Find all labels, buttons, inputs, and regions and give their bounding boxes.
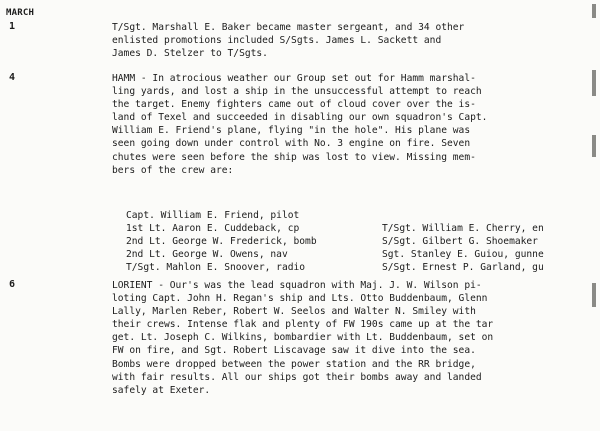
crew-member: Capt. William E. Friend, pilot <box>126 210 300 222</box>
text-line: Lally, Marlen Reber, Robert W. Seelos and Walter N. Smiley with <box>112 306 476 318</box>
scan-edge-mark <box>592 4 596 18</box>
crew-member: Sgt. Stanley E. Guiou, gunne <box>382 249 544 261</box>
text-line: seen going down under control with No. 3 engine on fire. Seven <box>112 138 471 150</box>
crew-member: S/Sgt. Ernest P. Garland, gu <box>382 262 544 274</box>
text-line: safely at Exeter. <box>112 384 211 396</box>
scan-edge-mark <box>592 135 596 157</box>
text-line: with fair results. All our ships got their bombs away and landed <box>112 371 482 383</box>
entry-day: 1 <box>9 21 16 32</box>
crew-member: 2nd Lt. George W. Owens, nav <box>126 249 288 261</box>
missing-crew-list <box>126 196 596 274</box>
text-line: T/Sgt. Marshall E. Baker became master sergeant, and 34 other <box>112 22 465 33</box>
scan-edge-mark <box>592 283 596 307</box>
text-line: William E. Friend's plane, flying "in the hole". His plane was <box>112 125 471 137</box>
text-line: HAMM - In atrocious weather our Group set out for Hamm marshal- <box>112 73 476 84</box>
text-line: loting Capt. John H. Regan's ship and Lts. Otto Buddenbaum, Glenn <box>112 293 488 305</box>
text-line: land of Texel and succeeded in disabling our own squadron's Capt. <box>112 112 488 124</box>
text-line: Bombs were dropped between the power station and the RR bridge, <box>112 358 476 370</box>
crew-member: T/Sgt. Mahlon E. Snoover, radio <box>126 262 306 274</box>
text-line: ling yards, and lost a ship in the unsuccessful attempt to reach <box>112 86 482 98</box>
crew-member: S/Sgt. Gilbert G. Shoemaker <box>382 236 538 248</box>
text-line: enlisted promotions included S/Sgts. James L. Sackett and <box>112 35 442 47</box>
text-line: the target. Enemy fighters came out of cloud cover over the is- <box>112 99 476 111</box>
crew-member: 2nd Lt. George W. Frederick, bomb <box>126 236 317 248</box>
crew-member: T/Sgt. William E. Cherry, en <box>382 223 544 235</box>
scan-edge-mark <box>592 70 596 96</box>
entry-day: 6 <box>9 279 16 290</box>
month-heading: MARCH <box>6 8 35 18</box>
entry-text <box>112 279 590 397</box>
text-line: FW on fire, and Sgt. Robert Liscavage saw it dive into the sea. <box>112 345 476 357</box>
entry-text <box>112 72 590 177</box>
entry-day: 4 <box>9 72 16 83</box>
text-line: James D. Stelzer to T/Sgts. <box>112 48 268 60</box>
text-line: chutes were seen before the ship was lost to view. Missing mem- <box>112 151 476 163</box>
text-line: their crews. Intense flak and plenty of FW 190s came up at the tar <box>112 319 494 331</box>
crew-member: 1st Lt. Aaron E. Cuddeback, cp <box>126 223 300 235</box>
text-line: bers of the crew are: <box>112 164 234 176</box>
entry-text <box>112 21 590 60</box>
text-line: get. Lt. Joseph C. Wilkins, bombardier with Lt. Buddenbaum, set on <box>112 332 494 344</box>
text-line: LORIENT - Our's was the lead squadron with Maj. J. W. Wilson pi- <box>112 280 482 291</box>
